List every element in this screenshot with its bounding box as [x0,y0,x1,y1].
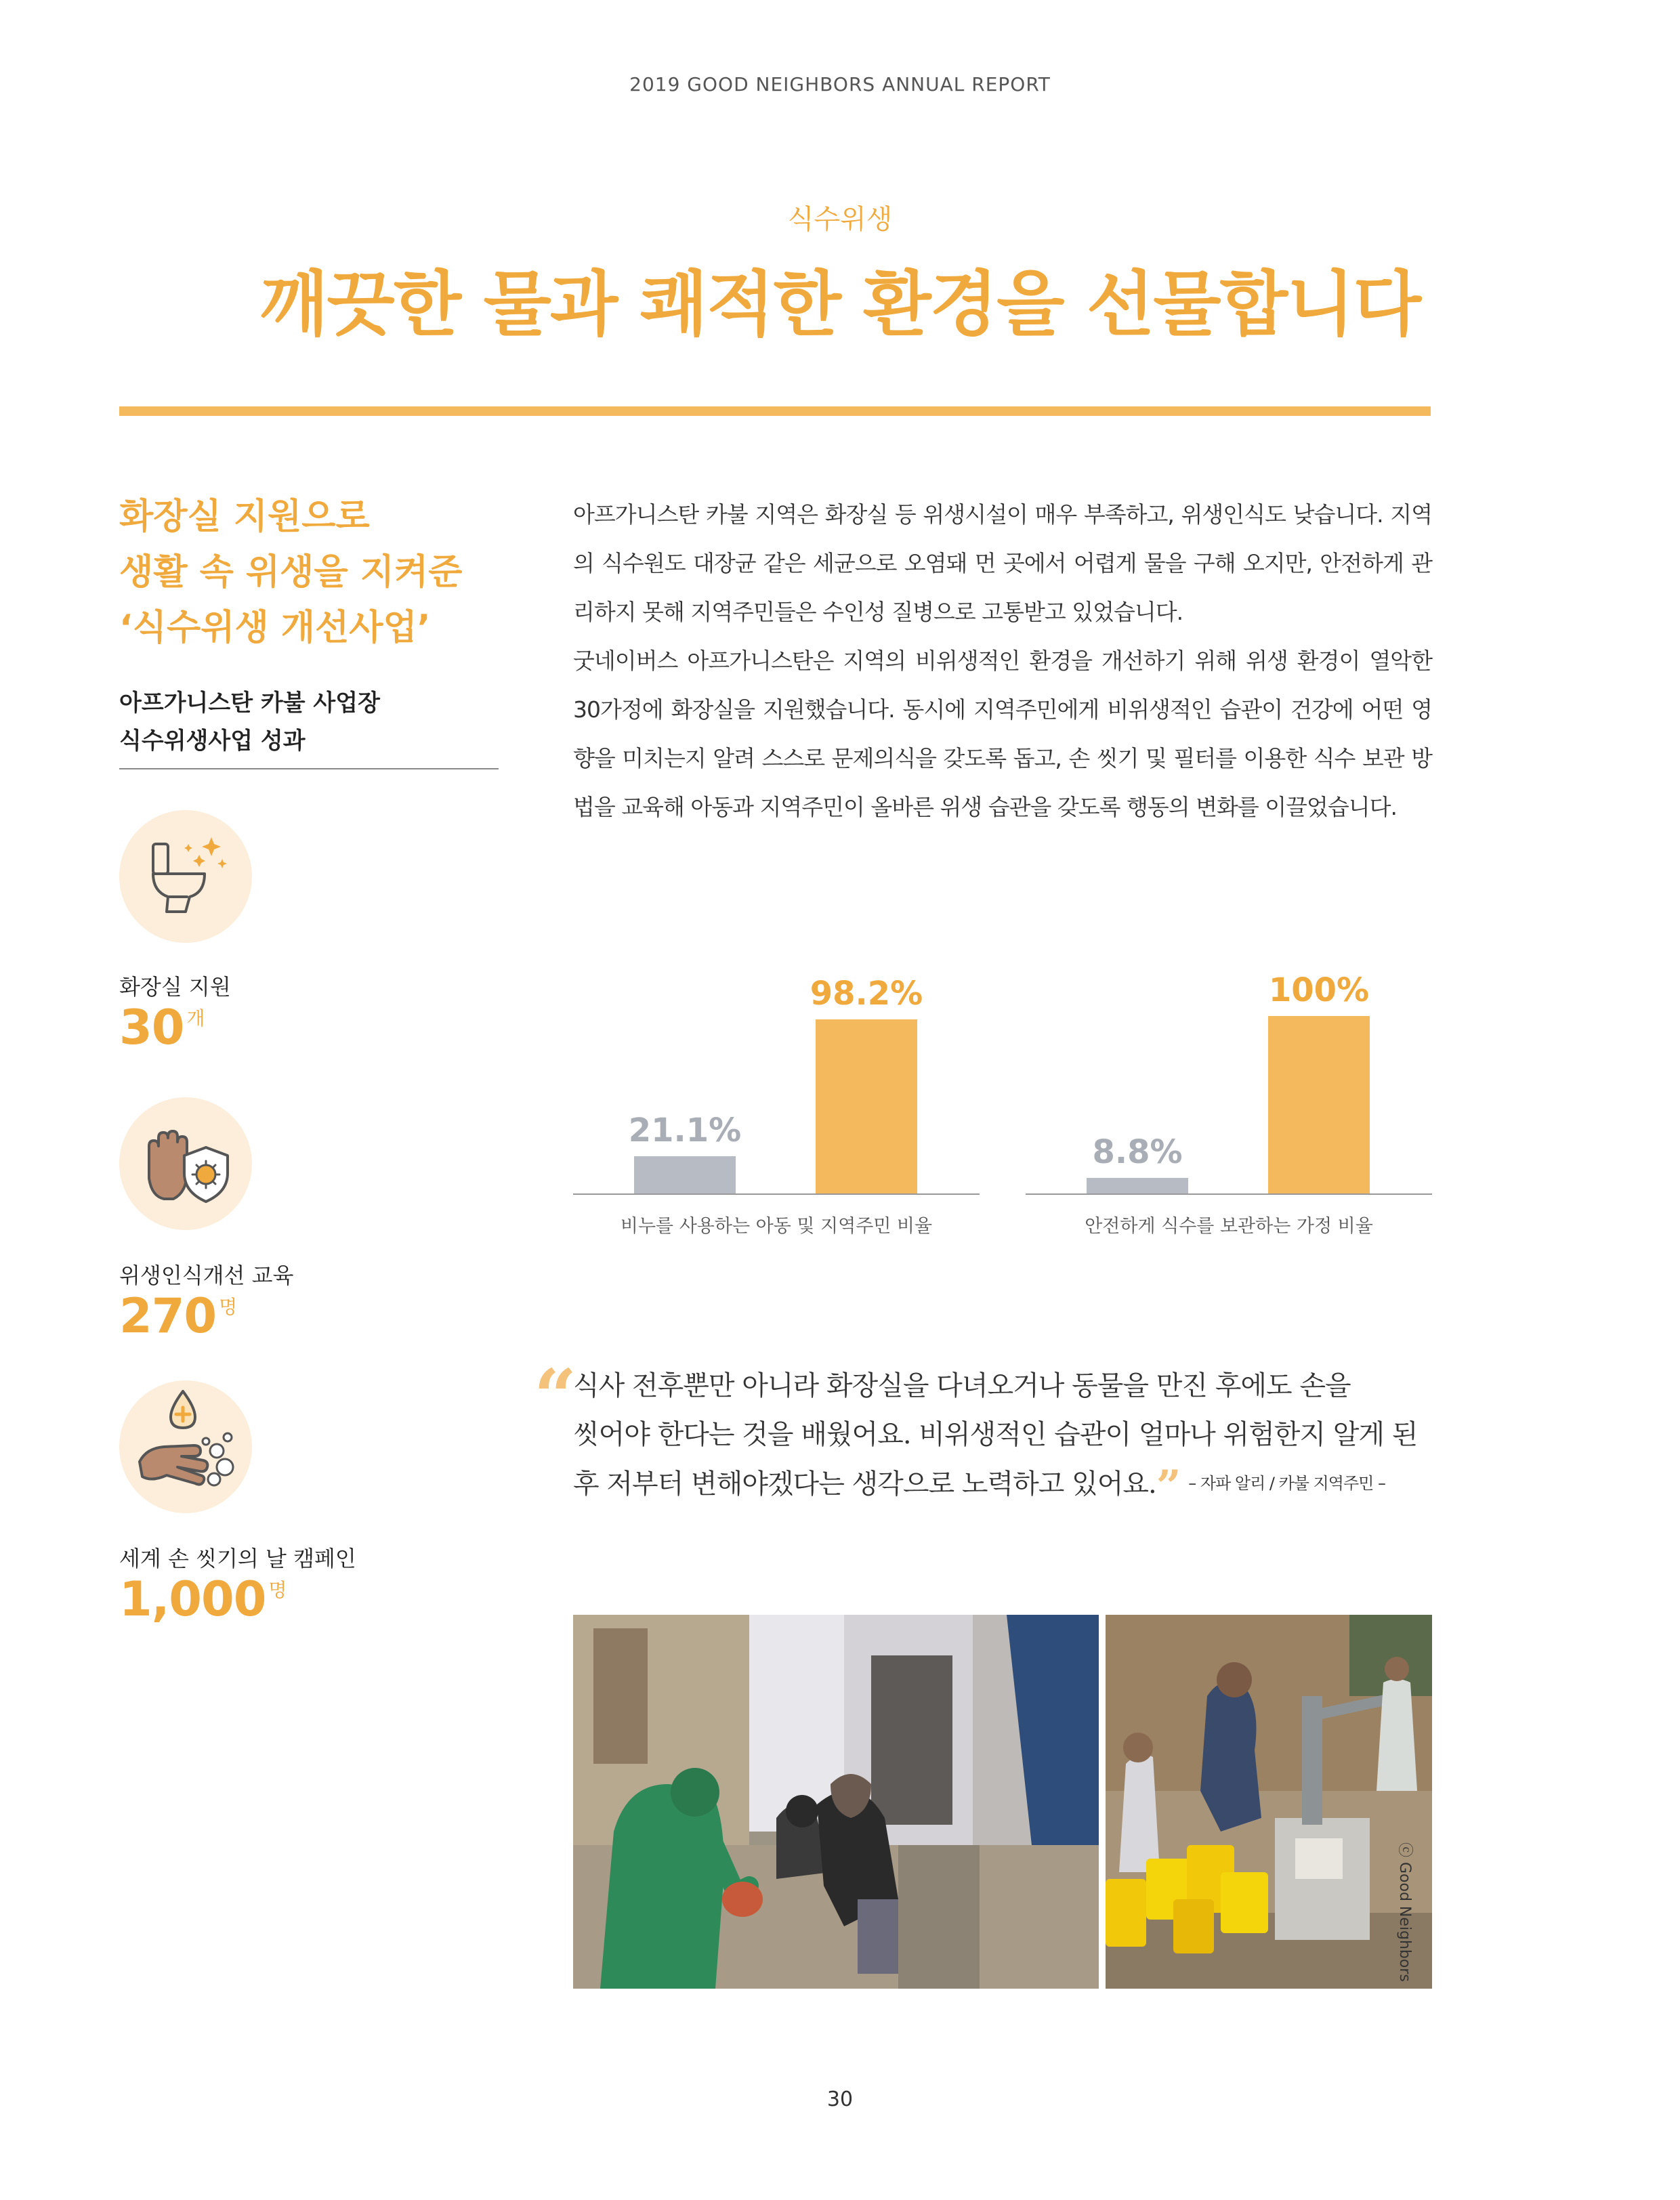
bar-before [1087,1178,1188,1193]
stat-number: 30 [119,1000,184,1055]
quote-open-mark: “ [534,1353,577,1440]
stat-value [119,1288,236,1344]
chart-caption: 안전하게 식수를 보관하는 가정 비율 [1085,1216,1373,1237]
photo-credit-text: ⓒ Good Neighbors [1396,1842,1413,1982]
sidebar-subheading [119,684,499,760]
toilet-icon [119,810,252,943]
safe-water-storage-chart [1026,962,1432,1246]
stat-unit: 명 [268,1579,287,1601]
stat-icon-circle [119,1097,252,1230]
quote-close-mark: ” [1156,1461,1181,1512]
page-title: 깨끗한 물과 쾌적한 환경을 선물합니다 [259,263,1421,345]
report-header: 2019 GOOD NEIGHBORS ANNUAL REPORT [629,73,1051,96]
sidebar-heading-line: ‘식수위생 개선사업’ [119,608,431,648]
bar-after [1268,1016,1370,1193]
title-divider [119,406,1431,416]
bar-value-label: 21.1% [628,1111,742,1149]
stat-label: 화장실 지원 [119,974,231,1000]
stat-icon-circle [119,810,252,943]
stat-number: 1,000 [119,1571,266,1627]
chart-baseline [1026,1193,1432,1195]
bar-after [816,1019,917,1193]
section-category: 식수위생 [787,204,893,235]
testimonial-quote [573,1361,1454,1511]
photo-handwashing [573,1615,1099,1989]
photo-water-pump [1106,1615,1432,1989]
handwash-icon [119,1380,252,1513]
quote-attribution: – 자파 알리 / 카불 지역주민 – [1188,1474,1385,1493]
sidebar-subheading-line: 아프가니스탄 카불 사업장 [119,690,380,717]
quote-line-last [573,1459,1454,1511]
chart-caption: 비누를 사용하는 아동 및 지역주민 비율 [620,1216,933,1237]
hand-shield-icon [119,1097,252,1230]
sidebar-divider [119,768,499,769]
soap-usage-chart [573,962,980,1246]
body-text [573,490,1432,832]
page-number: 30 [826,2088,854,2111]
bar-before [634,1156,736,1193]
body-paragraph: 아프가니스탄 카불 지역은 화장실 등 위생시설이 매우 부족하고, 위생인식도 낮습니다. 지역의 식수원도 대장균 같은 세균으로 오염돼 먼 곳에서 어렵게 물을 구해 오지만, 안전하게 관리하지 못해 지역주민들은 수인성 질병으로 고통받고 있었습니다. [573,501,1432,625]
stat-unit: 개 [186,1007,205,1030]
stat-value [119,1000,204,1055]
quote-line: 식사 전후뿐만 아니라 화장실을 다녀오거나 동물을 만진 후에도 손을 [573,1370,1351,1401]
water-pump-photo-illustration [1106,1615,1432,1989]
stat-value [119,1571,286,1627]
stat-label: 위생인식개선 교육 [119,1263,294,1288]
sidebar-subheading-line: 식수위생사업 성과 [119,727,306,755]
handwashing-photo-illustration [573,1615,1099,1989]
bar-value-label: 98.2% [810,974,923,1013]
photo-credit [1396,1842,1427,1991]
chart-baseline [573,1193,980,1195]
bar-value-label: 100% [1268,971,1370,1009]
stat-number: 270 [119,1288,217,1344]
sidebar-heading-line: 생활 속 위생을 지켜준 [119,552,463,593]
stat-unit: 명 [219,1296,237,1318]
stat-icon-circle [119,1380,252,1513]
stat-label: 세계 손 씻기의 날 캠페인 [119,1546,356,1571]
sidebar-heading-line: 화장실 지원으로 [119,496,370,537]
bar-value-label: 8.8% [1092,1133,1183,1171]
body-paragraph: 굿네이버스 아프가니스탄은 지역의 비위생적인 환경을 개선하기 위해 위생 환경이 열악한 30가정에 화장실을 지원했습니다. 동시에 지역주민에게 비위생적인 습관이 건강에 어떤 영향을 미치는지 알려 스스로 문제의식을 갖도록 돕고, 손 씻기 및 필터를 이용한 식수 보관 방법을 교육해 아동과 지역주민이 올바른 위생 습관을 갖도록 행동의 변화를 이끌었습니다. [573,648,1432,820]
quote-line: 씻어야 한다는 것을 배웠어요. 비위생적인 습관이 얼마나 위험한지 알게 된 [573,1419,1418,1450]
sidebar-heading [119,489,499,656]
quote-line: 후 저부터 변해야겠다는 생각으로 노력하고 있어요. [573,1468,1156,1500]
